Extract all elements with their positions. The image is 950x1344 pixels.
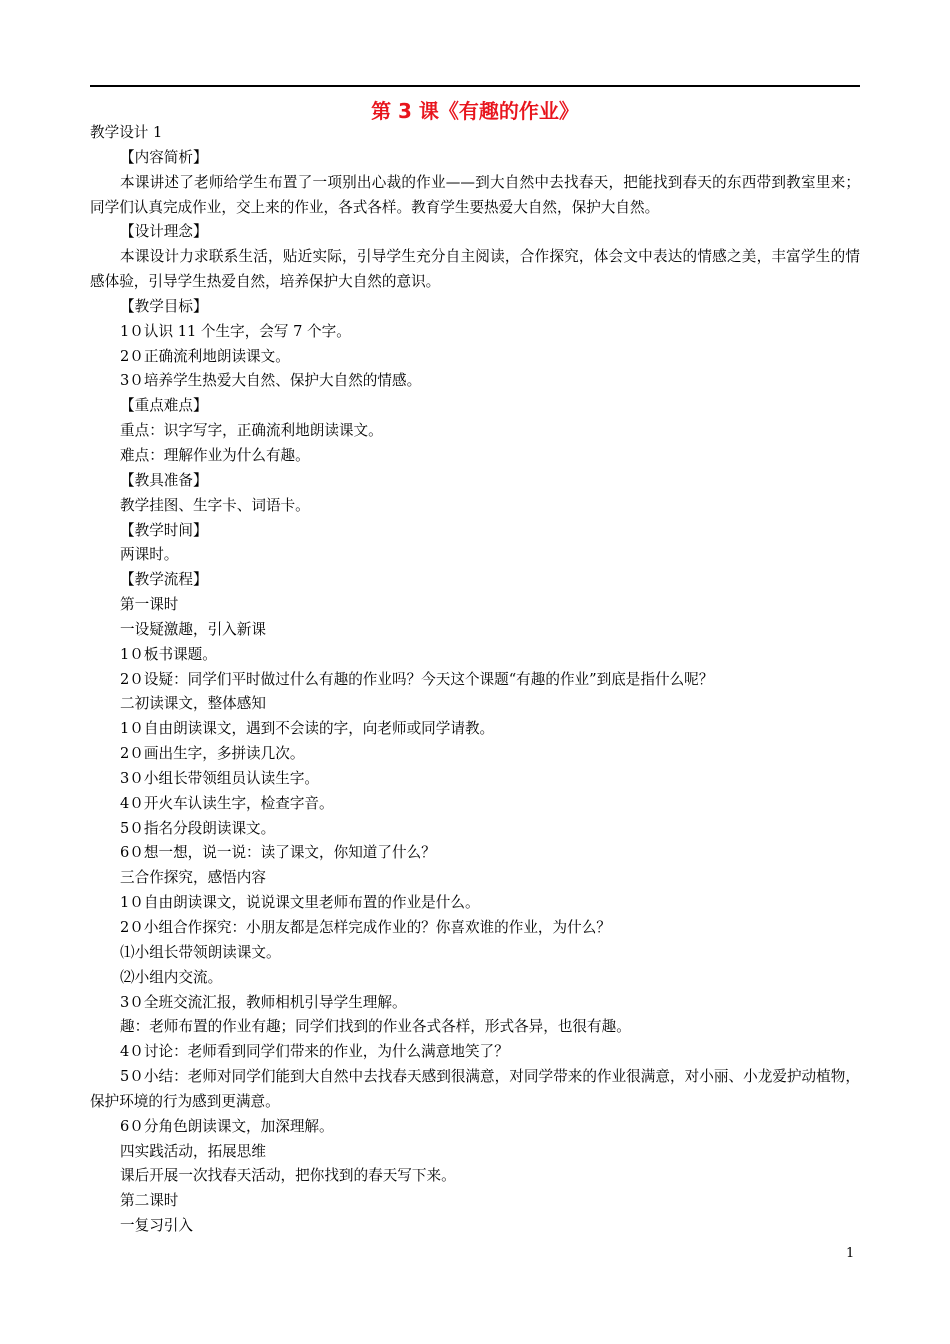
step-note: 趣：老师布置的作业有趣；同学们找到的作业各式各样，形式各异，也很有趣。	[120, 1018, 631, 1036]
step-subitem: ⑴小组长带领朗读课文。	[120, 943, 281, 961]
goal-item: 1０认识 11 个生字，会写 7 个字。	[120, 322, 351, 340]
page-number: 1	[846, 1246, 855, 1261]
key-point: 重点：识字写字，正确流利地朗读课文。	[120, 422, 383, 440]
document-title: 第 3 课《有趣的作业》	[371, 99, 579, 123]
materials-text: 教学挂图、生字卡、词语卡。	[120, 496, 310, 514]
time-text: 两课时。	[120, 546, 179, 564]
step-item: 5０小结：老师对同学们能到大自然中去找春天感到很满意，对同学带来的作业很满意，对小丽、小龙爱护动植物，保护环境的行为感到更满意。	[90, 1068, 860, 1110]
materials-heading: 【教具准备】	[120, 471, 208, 489]
step-item: 3０小组长带领组员认读生字。	[120, 769, 320, 787]
step-item: 6０想一想，说一说：读了课文，你知道了什么？	[120, 844, 436, 862]
goal-item: 2０正确流利地朗读课文。	[120, 347, 290, 365]
step-item: 5０指名分段朗读课文。	[120, 819, 276, 837]
content-analysis-text: 本课讲述了老师给学生布置了一项别出心裁的作业——到大自然中去找春天，把能找到春天的东西带到教室里来；同学们认真完成作业，交上来的作业，各式各样。教育学生要热爱大自然，保护大自然。	[90, 173, 860, 216]
step-item: 6０分角色朗读课文，加深理解。	[120, 1117, 334, 1135]
step-title: 一复习引入	[120, 1217, 193, 1235]
design-concept-heading: 【设计理念】	[120, 223, 208, 241]
step-item: 2０设疑：同学们平时做过什么有趣的作业吗？今天这个课题“有趣的作业”到底是指什么呢？	[120, 670, 714, 688]
design-concept-text: 本课设计力求联系生活，贴近实际，引导学生充分自主阅读，合作探究，体会文中表达的情感之美，丰富学生的情感体验，引导学生热爱自然，培养保护大自然的意识。	[90, 248, 860, 291]
step-title: 一设疑激趣，引入新课	[120, 620, 266, 638]
step-title: 四实践活动，拓展思维	[120, 1142, 266, 1160]
step-item: 4０开火车认读生字，检查字音。	[120, 794, 334, 812]
step-item: 1０自由朗读课文，说说课文里老师布置的作业是什么。	[120, 894, 480, 912]
first-lesson-label: 第一课时	[120, 596, 179, 614]
step-item: 3０全班交流汇报，教师相机引导学生理解。	[120, 993, 407, 1011]
key-points-heading: 【重点难点】	[120, 397, 208, 415]
header-rule	[90, 85, 860, 87]
difficult-point: 难点：理解作业为什么有趣。	[120, 446, 310, 464]
second-lesson-label: 第二课时	[120, 1192, 179, 1210]
process-heading: 【教学流程】	[120, 571, 208, 589]
goals-heading: 【教学目标】	[120, 297, 208, 315]
step-subitem: ⑵小组内交流。	[120, 968, 223, 986]
step-item: 课后开展一次找春天活动，把你找到的春天写下来。	[120, 1167, 456, 1185]
step-item: 1０板书课题。	[120, 645, 217, 663]
design-label: 教学设计 1	[90, 124, 163, 141]
step-title: 三合作探究，感悟内容	[120, 869, 266, 887]
goal-item: 3０培养学生热爱大自然、保护大自然的情感。	[120, 372, 422, 390]
step-item: 4０讨论：老师看到同学们带来的作业，为什么满意地笑了？	[120, 1043, 509, 1061]
step-item: 1０自由朗读课文，遇到不会读的字，向老师或同学请教。	[120, 720, 495, 738]
step-item: 2０小组合作探究：小朋友都是怎样完成作业的？你喜欢谁的作业，为什么？	[120, 919, 611, 936]
time-heading: 【教学时间】	[120, 521, 208, 539]
step-item: 2０画出生字，多拼读几次。	[120, 745, 305, 763]
document-body	[90, 121, 860, 1239]
step-title: 二初读课文，整体感知	[120, 695, 266, 713]
content-analysis-heading: 【内容简析】	[120, 148, 208, 166]
